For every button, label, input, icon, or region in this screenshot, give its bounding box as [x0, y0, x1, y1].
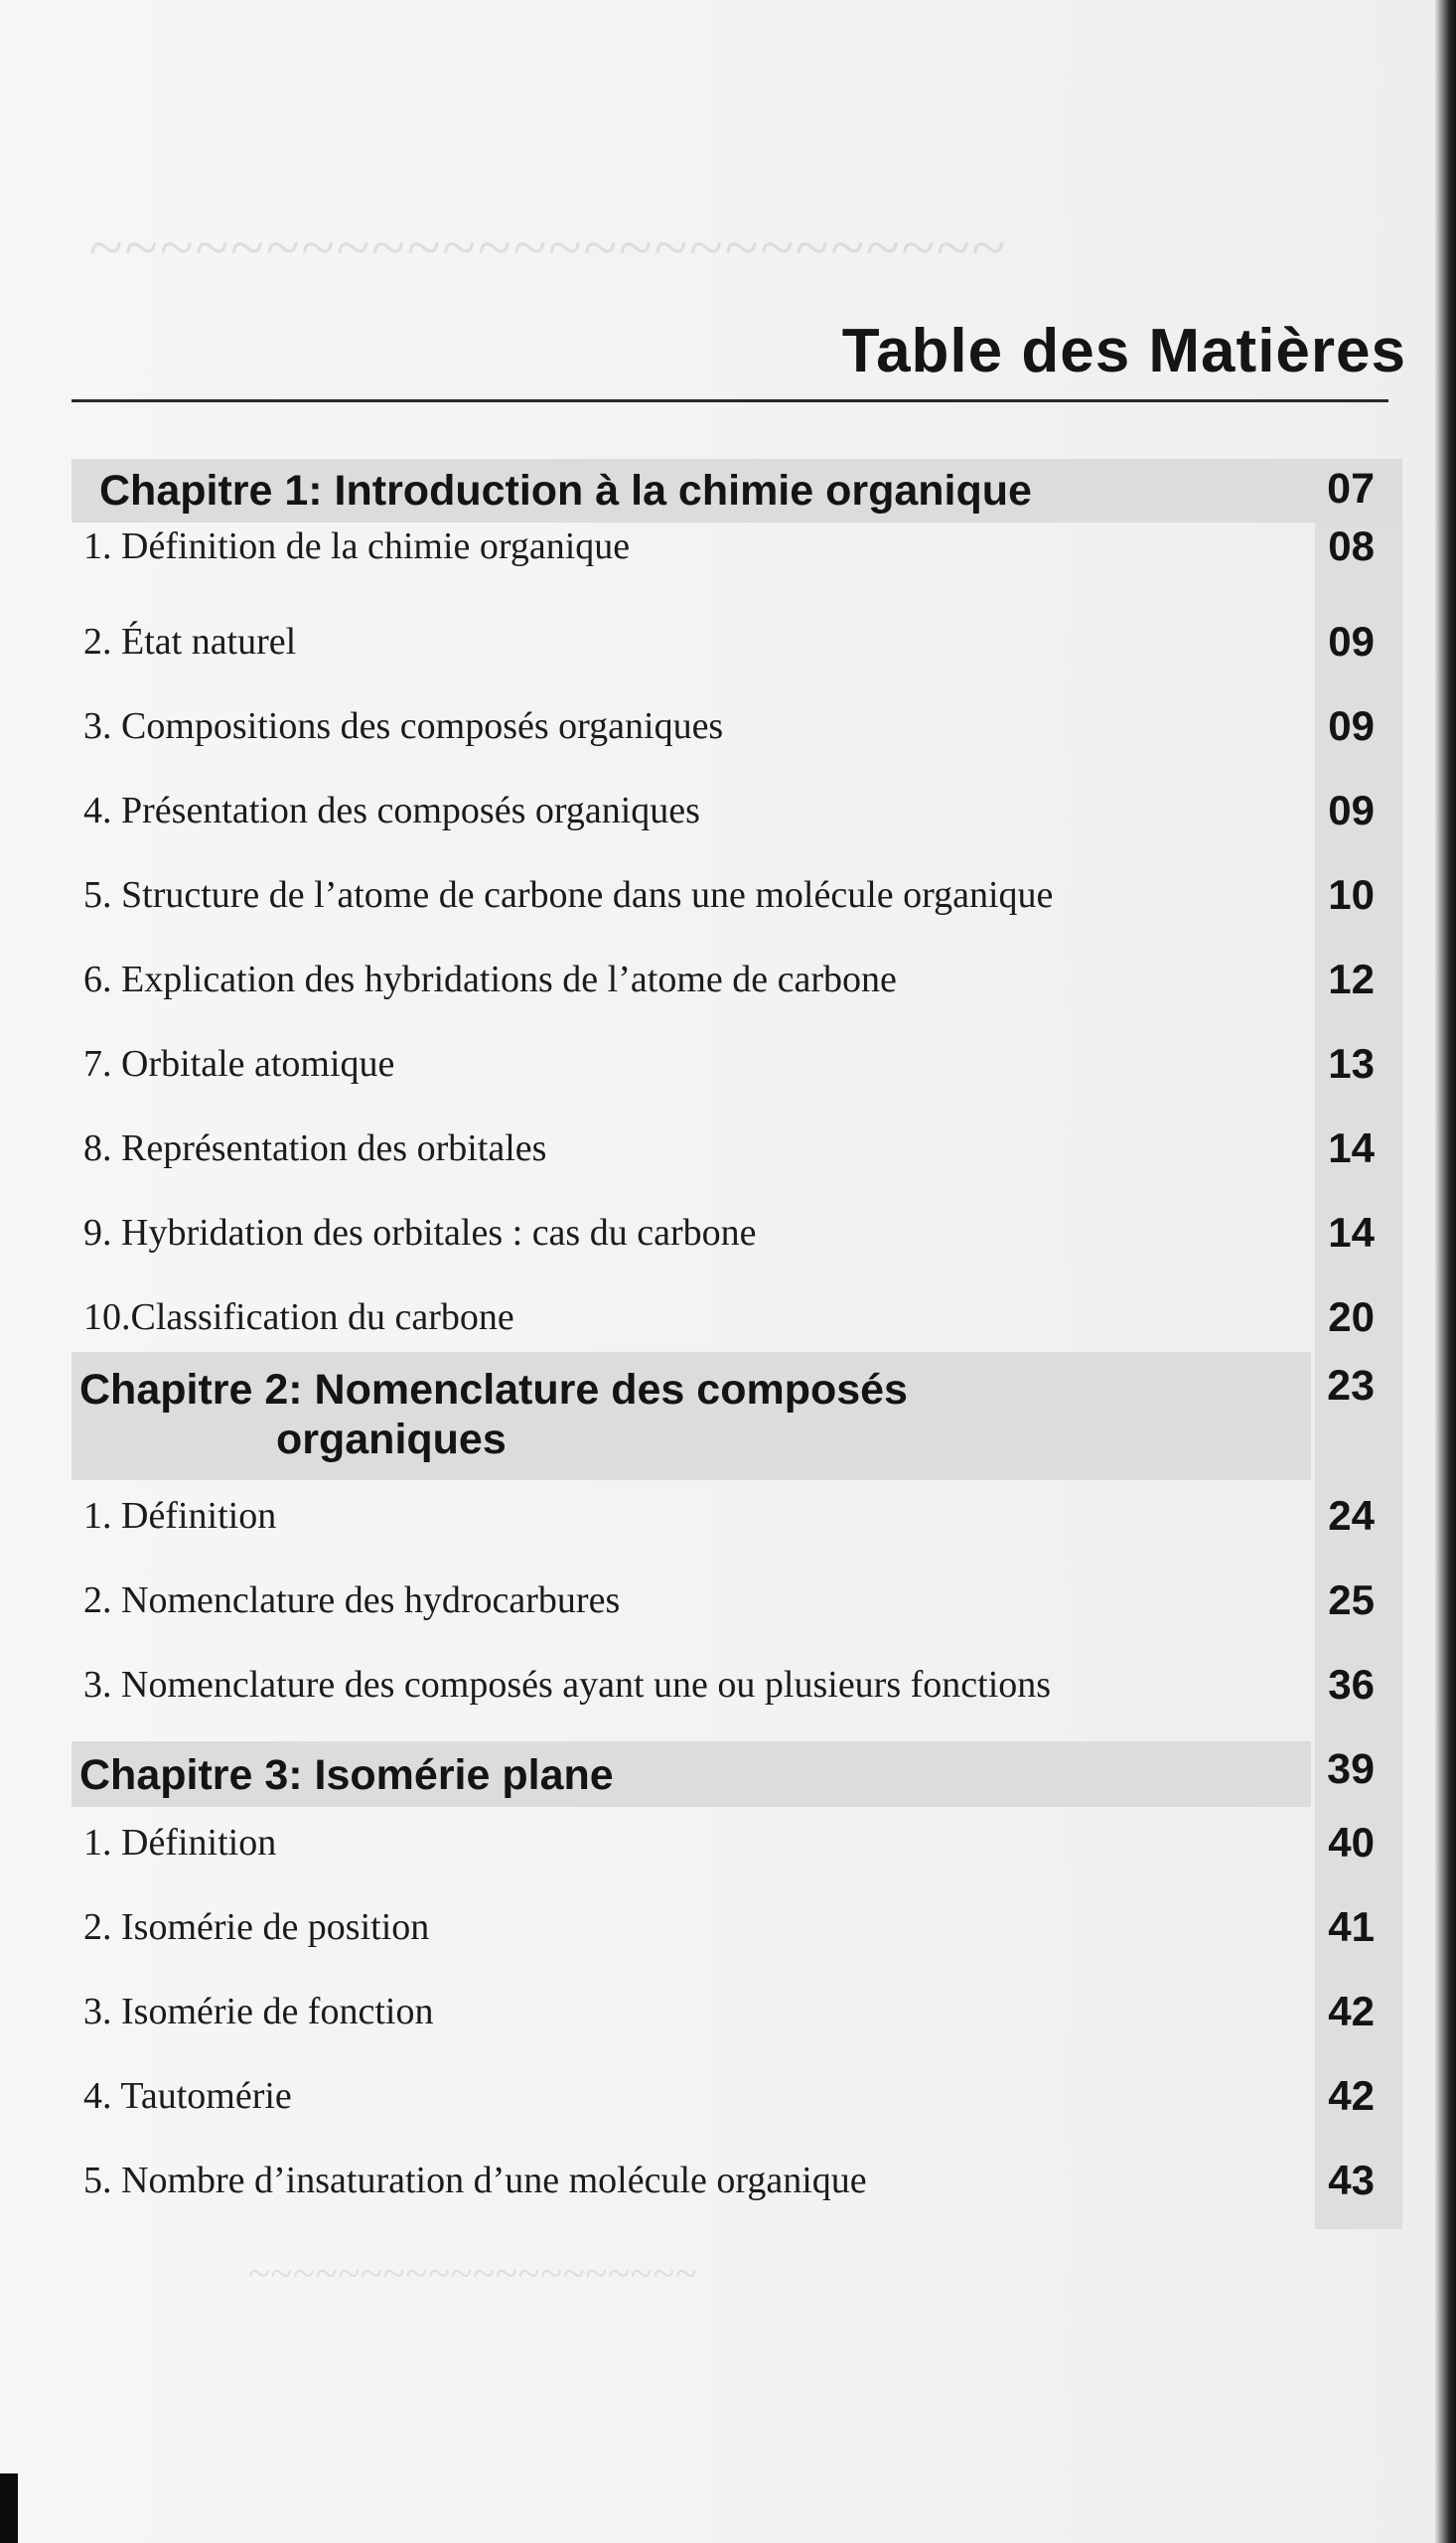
toc-entry-page: 13 — [1328, 1040, 1375, 1087]
toc-entry-page: 36 — [1328, 1661, 1375, 1708]
toc-entry-label: 3. Nomenclature des composés ayant une ou plusieurs fonctions — [83, 1664, 1052, 1706]
toc-entry-page: 20 — [1328, 1293, 1375, 1340]
toc-entry[interactable] — [72, 1281, 1402, 1352]
toc-entry[interactable] — [72, 1891, 1402, 1976]
toc-entry[interactable] — [72, 1807, 1402, 1891]
toc-entry-label: 3. Isomérie de fonction — [83, 1991, 434, 2032]
chapter-2-title: Chapitre 2: Nomenclature des composés — [79, 1366, 908, 1414]
title-rule — [72, 399, 1388, 402]
toc-entry[interactable] — [72, 775, 1402, 859]
chapter-1-header[interactable] — [72, 459, 1402, 523]
toc-entry-label: 10.Classification du carbone — [83, 1296, 514, 1338]
chapter-1-section — [72, 459, 1402, 1352]
toc-entry[interactable] — [72, 606, 1402, 690]
chapter-2-section — [72, 1352, 1402, 1741]
toc-entry[interactable] — [72, 944, 1402, 1028]
toc-entry-page: 08 — [1328, 523, 1375, 569]
toc-entry-label: 6. Explication des hybridations de l’atome de carbone — [83, 959, 897, 1000]
chapter-3-page: 39 — [1327, 1745, 1375, 1793]
page-corner — [0, 2473, 18, 2543]
toc-entry-page: 14 — [1328, 1209, 1375, 1256]
toc-entry[interactable] — [72, 690, 1402, 775]
toc-entry[interactable] — [72, 1480, 1402, 1565]
toc-entry-page: 14 — [1328, 1124, 1375, 1171]
toc-entry-label: 7. Orbitale atomique — [83, 1043, 395, 1085]
toc-entry[interactable] — [72, 1113, 1402, 1197]
toc-entry-page: 12 — [1328, 956, 1375, 1002]
toc-entry-label: 2. État naturel — [83, 621, 297, 663]
toc-entry-page: 42 — [1328, 1988, 1375, 2034]
spine-shadow — [1434, 0, 1456, 2543]
toc-entry-label: 2. Nomenclature des hydrocarbures — [83, 1579, 621, 1621]
chapter-1-title: Chapitre 1: Introduction à la chimie organique — [99, 467, 1032, 515]
chapter-1-page: 07 — [1327, 465, 1375, 513]
chapter-2-page: 23 — [1327, 1362, 1375, 1410]
toc-entry-label: 1. Définition de la chimie organique — [83, 525, 631, 567]
toc-entry[interactable] — [72, 1197, 1402, 1281]
toc-entry[interactable] — [72, 2145, 1402, 2229]
toc-entry-label: 5. Nombre d’insaturation d’une molécule organique — [83, 2160, 867, 2201]
chapter-3-header[interactable] — [72, 1741, 1311, 1807]
toc-entry-label: 9. Hybridation des orbitales : cas du carbone — [83, 1212, 757, 1254]
toc-entry-page: 42 — [1328, 2072, 1375, 2119]
toc-entry-label: 8. Représentation des orbitales — [83, 1127, 547, 1169]
toc-entry-page: 43 — [1328, 2157, 1375, 2203]
toc-entry-label: 1. Définition — [83, 1495, 277, 1537]
toc-entry-page: 41 — [1328, 1903, 1375, 1950]
toc-entry-label: 3. Compositions des composés organiques — [83, 705, 724, 747]
toc-entry[interactable] — [72, 1649, 1402, 1741]
toc-entry-label: 4. Présentation des composés organiques — [83, 790, 700, 831]
show-through-text-top: ~~~~~~~~~~~~~~~~~~~~~~~~~~ — [89, 215, 1008, 282]
chapter-3-title: Chapitre 3: Isomérie plane — [79, 1751, 614, 1799]
toc-entry[interactable] — [72, 1565, 1402, 1649]
toc-entry[interactable] — [72, 1028, 1402, 1113]
toc-entry[interactable] — [72, 859, 1402, 944]
toc-entry-label: 5. Structure de l’atome de carbone dans une molécule organique — [83, 874, 1054, 916]
toc-entry[interactable] — [72, 2060, 1402, 2145]
toc-entry-label: 1. Définition — [83, 1822, 277, 1864]
toc-entry-page: 09 — [1328, 618, 1375, 665]
chapter-2-title-continued: organiques — [276, 1416, 507, 1463]
toc-entry-label: 2. Isomérie de position — [83, 1906, 430, 1948]
show-through-text-bottom: ~~~~~~~~~~~~~~~~~~~~ — [248, 2251, 698, 2296]
toc-entry-page: 09 — [1328, 702, 1375, 749]
toc-entry-page: 25 — [1328, 1576, 1375, 1623]
page-title: Table des Matières — [841, 317, 1406, 385]
toc-entry-page: 10 — [1328, 871, 1375, 918]
toc-entry[interactable] — [72, 523, 1402, 606]
toc-entry-page: 09 — [1328, 787, 1375, 833]
table-of-contents — [72, 459, 1402, 2229]
toc-entry-page: 24 — [1328, 1492, 1375, 1539]
chapter-2-header[interactable] — [72, 1352, 1311, 1480]
toc-entry-page: 40 — [1328, 1819, 1375, 1866]
toc-entry-label: 4. Tautomérie — [83, 2075, 292, 2117]
chapter-3-section — [72, 1741, 1402, 2229]
toc-entry[interactable] — [72, 1976, 1402, 2060]
